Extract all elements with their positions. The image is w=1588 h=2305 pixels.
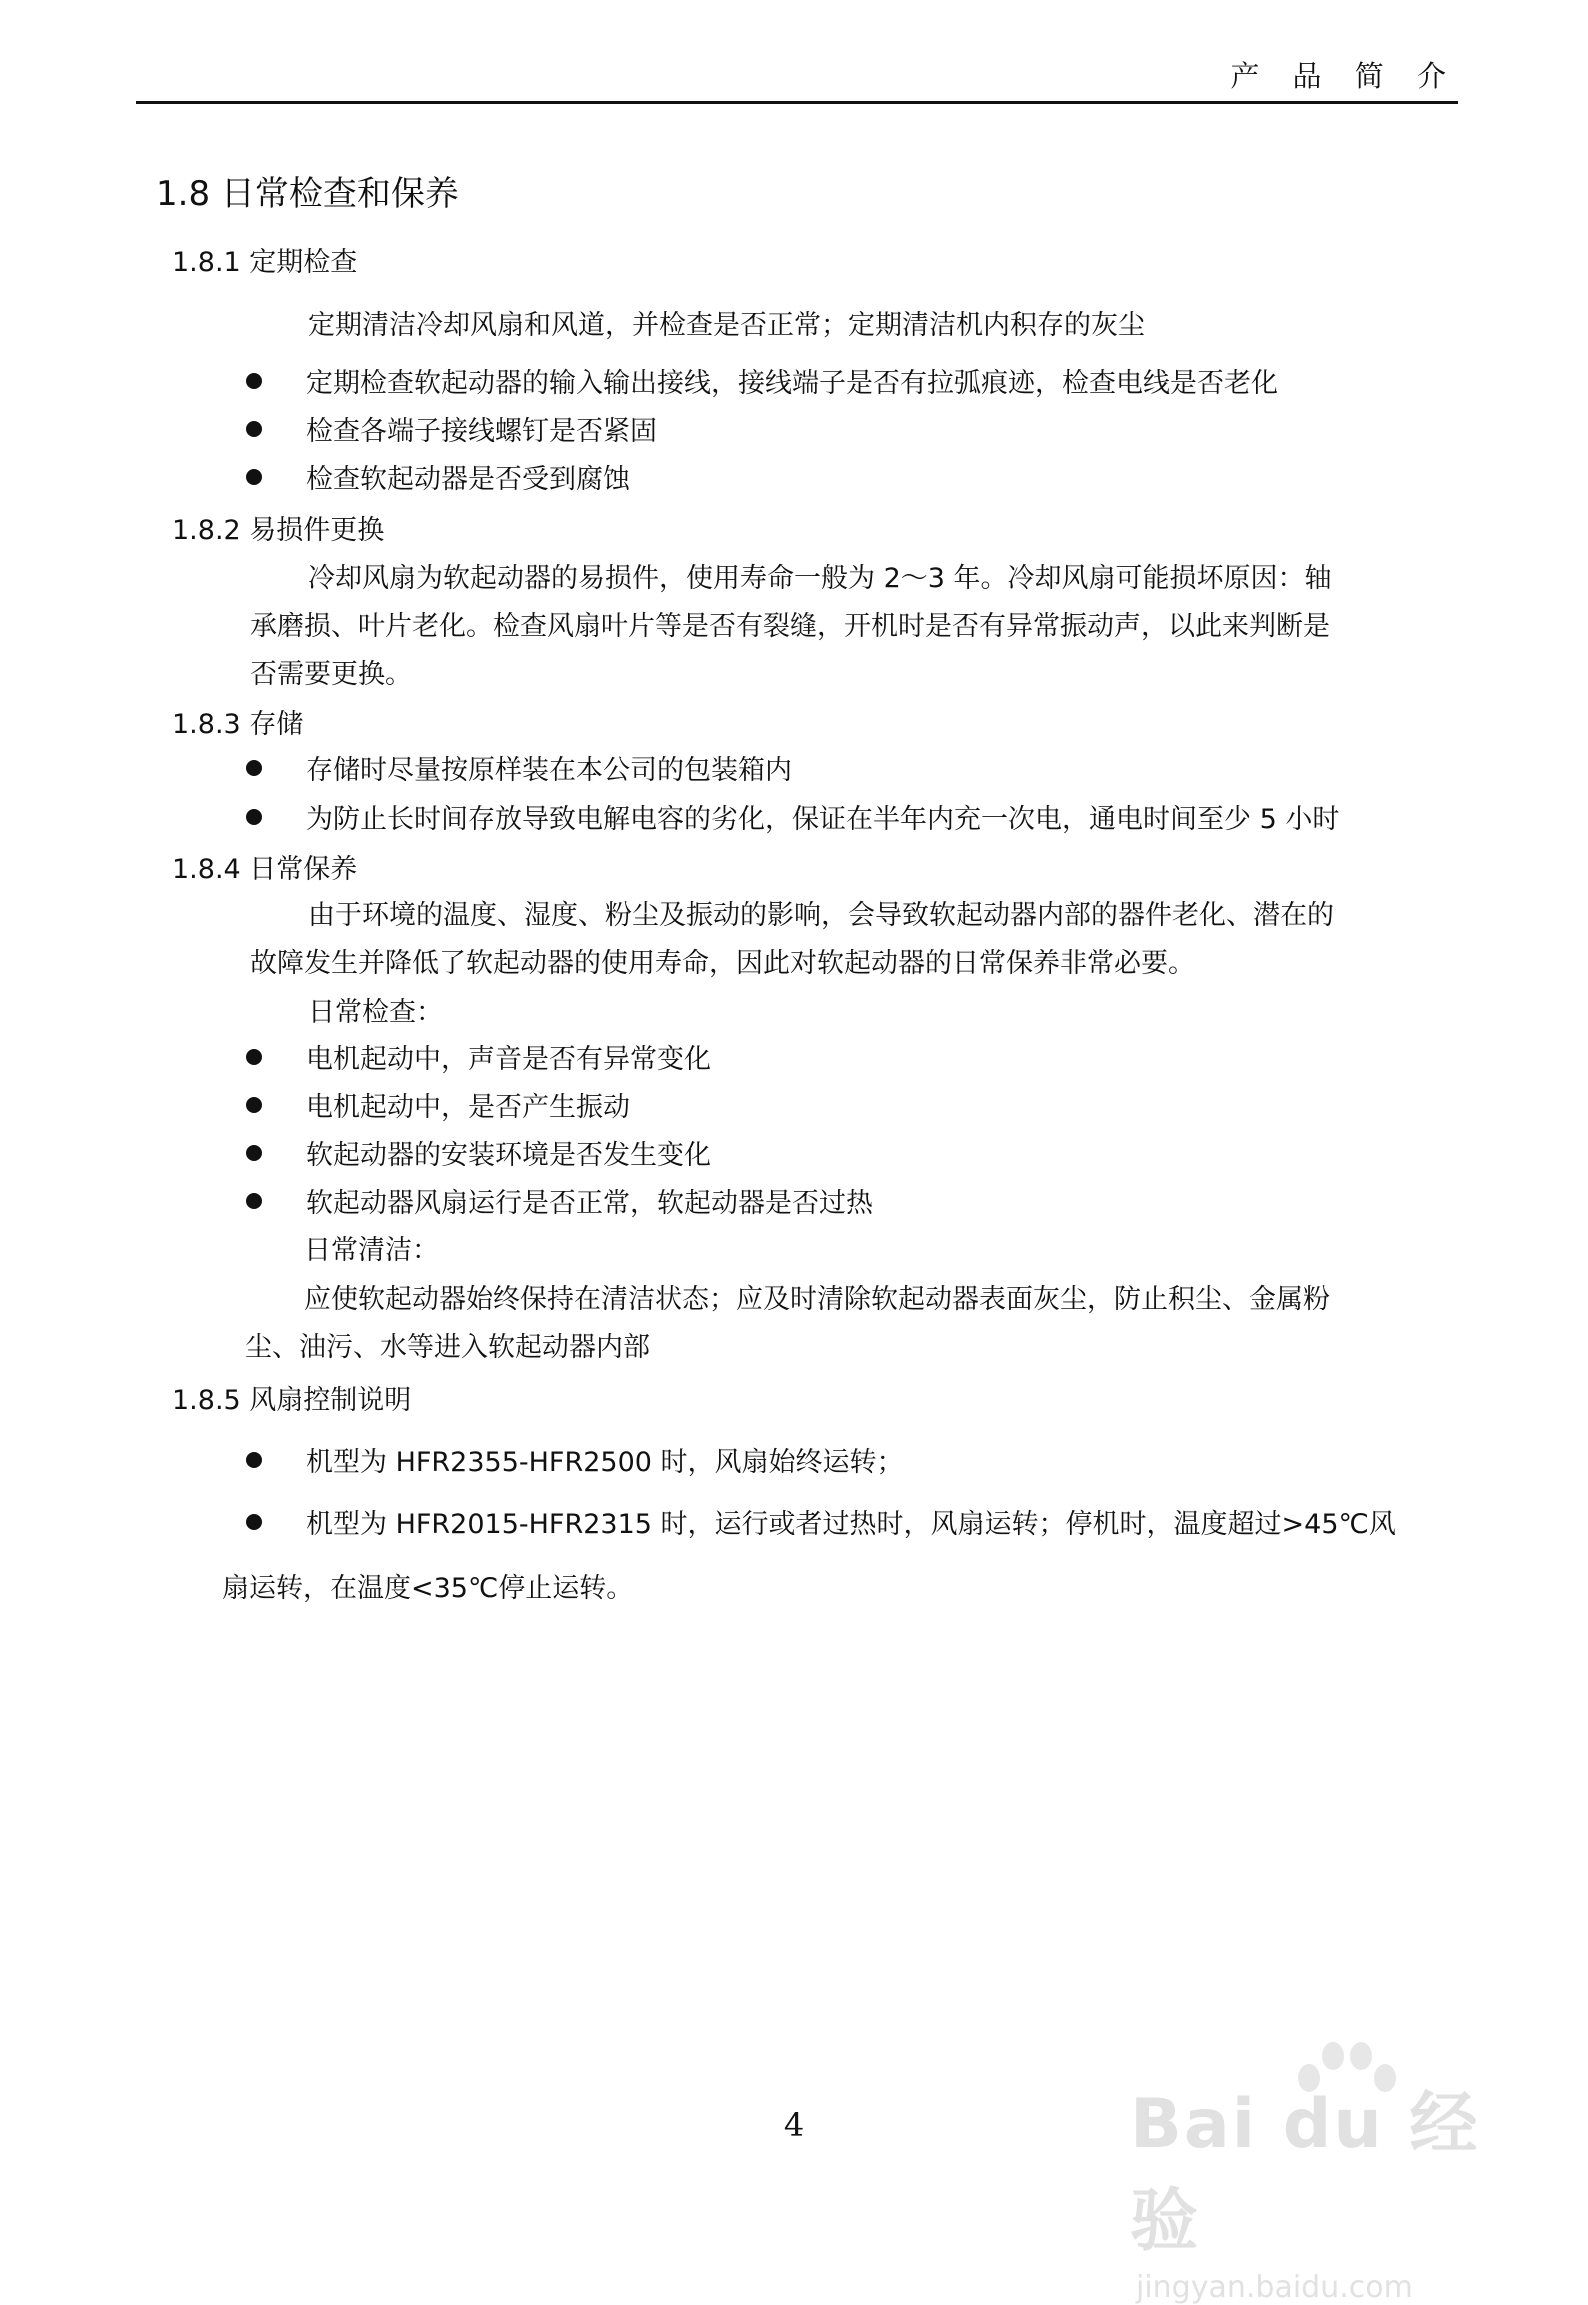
bullet-icon <box>246 1049 262 1065</box>
list-item: 电机起动中，声音是否有异常变化 <box>246 1037 711 1076</box>
page-number: 4 <box>783 2106 805 2144</box>
bullet-icon <box>246 373 262 389</box>
paragraph-line: 承磨损、叶片老化。检查风扇叶片等是否有裂缝，开机时是否有异常振动声，以此来判断是 <box>250 611 1330 642</box>
bullet-icon <box>246 421 262 437</box>
list-item: 为防止长时间存放导致电解电容的劣化，保证在半年内充一次电，通电时间至少 5 小时 <box>246 797 1339 836</box>
subsection-title-1-8-4: 1.8.4 日常保养 <box>172 854 358 885</box>
paragraph-line: 否需要更换。 <box>250 659 412 690</box>
list-item: 存储时尽量按原样装在本公司的包装箱内 <box>246 748 792 787</box>
paragraph-line: 冷却风扇为软起动器的易损件，使用寿命一般为 2～3 年。冷却风扇可能损坏原因：轴 <box>308 563 1332 594</box>
subsection-title-1-8-5: 1.8.5 风扇控制说明 <box>172 1385 412 1416</box>
watermark-logo: Bai du 经验 <box>1130 2085 1480 2261</box>
bullet-icon <box>246 1097 262 1113</box>
bullet-icon <box>246 1145 262 1161</box>
watermark-url: jingyan.baidu.com <box>1136 2270 1413 2305</box>
paragraph-line: 尘、油污、水等进入软起动器内部 <box>245 1332 650 1363</box>
bullet-icon <box>246 809 262 825</box>
bullet-icon <box>246 760 262 776</box>
header-rule <box>136 101 1458 104</box>
bullet-icon <box>246 469 262 485</box>
bullet-icon <box>246 1193 262 1209</box>
list-item: 机型为 HFR2355-HFR2500 时，风扇始终运转； <box>246 1440 904 1479</box>
list-item: 检查各端子接线螺钉是否紧固 <box>246 409 657 448</box>
paragraph-line: 故障发生并降低了软起动器的使用寿命，因此对软起动器的日常保养非常必要。 <box>250 948 1195 979</box>
paragraph-line: 由于环境的温度、湿度、粉尘及振动的影响，会导致软起动器内部的器件老化、潜在的 <box>308 900 1334 931</box>
clean-label: 日常清洁： <box>304 1235 439 1266</box>
subsection-title-1-8-2: 1.8.2 易损件更换 <box>172 515 385 546</box>
subsection-title-1-8-1: 1.8.1 定期检查 <box>172 247 358 278</box>
paragraph: 定期清洁冷却风扇和风道，并检查是否正常；定期清洁机内积存的灰尘 <box>308 310 1145 341</box>
baidu-watermark <box>1130 2070 1510 2305</box>
list-item: 软起动器的安装环境是否发生变化 <box>246 1133 711 1172</box>
subsection-title-1-8-3: 1.8.3 存储 <box>172 709 304 740</box>
bullet-icon <box>246 1514 262 1530</box>
check-label: 日常检查： <box>308 997 443 1028</box>
running-header-title: 产 品 简 介 <box>1230 59 1458 93</box>
paragraph-line: 扇运转，在温度<35℃停止运转。 <box>222 1573 634 1604</box>
list-item: 机型为 HFR2015-HFR2315 时，运行或者过热时，风扇运转；停机时，温度超过>45℃风 <box>246 1502 1396 1541</box>
list-item: 软起动器风扇运行是否正常，软起动器是否过热 <box>246 1181 873 1220</box>
list-item: 电机起动中，是否产生振动 <box>246 1085 630 1124</box>
section-title: 1.8 日常检查和保养 <box>156 174 459 214</box>
list-item: 检查软起动器是否受到腐蚀 <box>246 457 630 496</box>
bullet-icon <box>246 1452 262 1468</box>
list-item: 定期检查软起动器的输入输出接线，接线端子是否有拉弧痕迹，检查电线是否老化 <box>246 361 1278 400</box>
paragraph-line: 应使软起动器始终保持在清洁状态；应及时清除软起动器表面灰尘，防止积尘、金属粉 <box>304 1284 1330 1315</box>
paw-icon <box>1288 2034 1398 2114</box>
